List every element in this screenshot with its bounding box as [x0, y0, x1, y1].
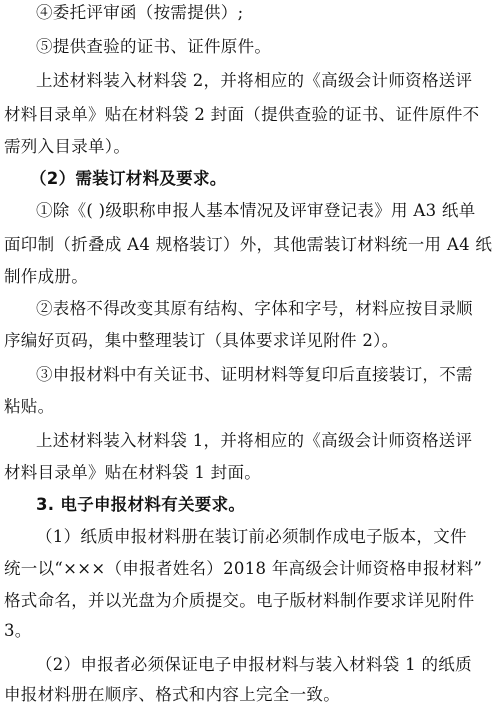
text-line-20: 3。 — [4, 621, 32, 640]
text-line-22: 申报材料册在顺序、格式和内容上完全一致。 — [4, 685, 340, 704]
text-line-7: ①除《( )级职称申报人基本情况及评审登记表》用 A3 纸单 — [36, 201, 476, 220]
text-line-8: 面印制（折叠成 A4 规格装订）外，其他需装订材料统一用 A4 纸 — [4, 235, 493, 254]
text-line-9: 制作成册。 — [4, 267, 88, 286]
text-line-1: ④委托评审函（按需提供）; — [36, 3, 244, 22]
section-heading-binding: （2）需装订材料及要求。 — [30, 169, 227, 188]
text-line-18: 统一以“×××（申报者姓名）2018 年高级会计师资格申报材料” — [4, 559, 483, 578]
text-line-12: ③申报材料中有关证书、证明材料等复印后直接装订，不需 — [36, 365, 473, 384]
text-line-19: 格式命名，并以光盘为介质提交。电子版材料制作要求详见附件 — [4, 591, 475, 610]
text-line-14: 上述材料装入材料袋 1，并将相应的《高级会计师资格送评 — [36, 431, 473, 450]
text-line-11: 序编好页码，集中整理装订（具体要求详见附件 2）。 — [4, 331, 399, 350]
text-line-17: （1）纸质申报材料册在装订前必须制作成电子版本，文件 — [36, 527, 467, 546]
text-line-2: ⑤提供查验的证书、证件原件。 — [36, 37, 272, 56]
text-line-13: 粘贴。 — [4, 397, 55, 416]
text-line-5: 需列入目录单）。 — [4, 137, 131, 156]
text-line-3: 上述材料装入材料袋 2，并将相应的《高级会计师资格送评 — [36, 71, 473, 90]
text-line-15: 材料目录单》贴在材料袋 1 封面。 — [4, 463, 262, 482]
section-heading-electronic: 3. 电子申报材料有关要求。 — [36, 495, 246, 514]
text-line-10: ②表格不得改变其原有结构、字体和字号，材料应按目录顺 — [36, 299, 473, 318]
text-line-4: 材料目录单》贴在材料袋 2 封面（提供查验的证书、证件原件不 — [4, 105, 480, 124]
text-line-21: （2）申报者必须保证电子申报材料与装入材料袋 1 的纸质 — [36, 655, 472, 674]
